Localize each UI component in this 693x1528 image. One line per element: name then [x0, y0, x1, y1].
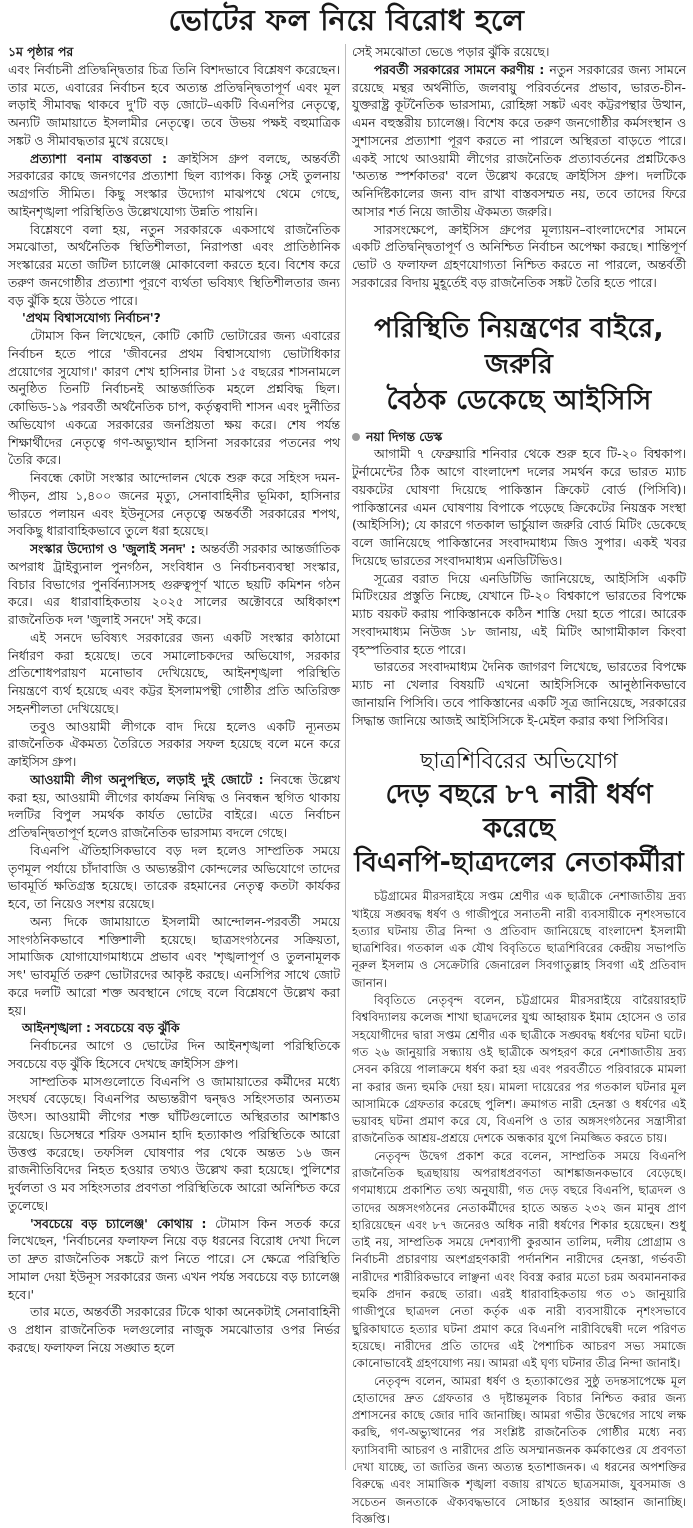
article2-body [352, 446, 686, 730]
paragraph-text: সেই সমঝোতা ভেঙে পড়ার ঝুঁকি রয়েছে। [352, 45, 550, 59]
paragraph [8, 1038, 340, 1074]
article3-headline-line1: দেড় বছরে ৮৭ নারী ধর্ষণ করেছে [385, 779, 653, 845]
paragraph-lead: আওয়ামী লীগ অনুপস্থিত, লড়াই দুই জোটে : [30, 772, 271, 787]
article2-byline [352, 429, 686, 447]
paragraph-text: নিবন্ধে উল্লেখ করা হয়, আওয়ামী লীগের কার্যক্রম নিষিদ্ধ ও নিবন্ধন স্থগিত থাকায় দলটির বিপুল সমর্থক কার্যত ভোটের বাইরে। এতে নির্বাচন প্রতিদ্বন্দ্বিতাপূর্ণ হলেও রাজনৈতিক ভারসাম্য বদলে গেছে। [8, 772, 341, 840]
article2-headline-line1: পরিস্থিতি নিয়ন্ত্রণের বাইরে, জরুরি [374, 312, 664, 380]
paragraph [8, 1304, 340, 1357]
paragraph-text: চট্টগ্রামের মীরসরাইয়ে সপ্তম শ্রেণীর এক ছাত্রীকে নেশাজাতীয় দ্রব্য খাইয়ে সঙ্ঘবদ্ধ ধর্ষণ ও গাজীপুরে সনাতনী নারী ব্যবসায়ীকে নৃশংসভাবে হত্যার ঘটনায় তীব্র নিন্দা ও প্রতিবাদ জানিয়েছে বাংলাদেশ ইসলামী ছাত্রশিবির। গতকাল এক যৌথ বিবৃতিতে ছাত্রশিবিরের কেন্দ্রীয় সভাপতি নূরুল ইসলাম ও সেক্রেটারি জেনারেল সিবগাতুল্লাহ সিবগা এই প্রতিবাদ জানান। [352, 889, 686, 990]
paragraph [8, 772, 340, 843]
paragraph [8, 470, 340, 541]
paragraph [352, 1148, 686, 1373]
paragraph [352, 44, 686, 62]
paragraph-lead: পরবর্তী সরকারের সামনে করণীয় : [374, 62, 550, 77]
paragraph [352, 659, 686, 730]
paragraph-text: নির্বাচনের আগে ও ভোটের দিন আইনশৃঙ্খলা পরিস্থিতিকে সবচেয়ে বড় ঝুঁকি হিসেবে দেখছে ক্রাইসিস গ্রুপ। [8, 1039, 340, 1071]
paragraph-text: সাম্প্রতিক মাসগুলোতে বিএনপি ও জামায়াতের কর্মীদের মধ্যে সংঘর্ষ বেড়েছে। বিএনপির অভ্যন্তরীণ দ্বন্দ্বও সহিংসতার অন্যতম উৎস। আওয়ামী লীগের শক্ত ঘাঁটিগুলোতে অস্থিরতার আশঙ্কাও রয়েছে। ডিসেম্বরে শরিফ ওসমান হাদি হত্যাকাণ্ড পরিস্থিতিকে আরো উত্তপ্ত করেছে। তফসিল ঘোষণার পর থেকে অন্তত ১৬ জন রাজনীতিবিদের নিহত হওয়ার তথ্যও উল্লেখ করা হয়েছে। পুলিশের দুর্বলতা ও মব সহিংসতার প্রবণতা পরিস্থিতিকে আরো অনিশ্চিত করে তুলেছে। [8, 1074, 340, 1213]
section-subhead [8, 310, 340, 328]
paragraph-text: সারসংক্ষেপে, ক্রাইসিস গ্রুপের মূল্যায়ন–বাংলাদেশের সামনে একটি প্রতিদ্বন্দ্বিতাপূর্ণ ও অনিশ্চিত নির্বাচন অপেক্ষা করছে। শান্তিপূর্ণ ভোট ও ফলাফল গ্রহণযোগ্যতা নিশ্চিত করতে না পারলে, অন্তর্বর্তী সরকারের বিদায় মুহূর্তেই বড় রাজনৈতিক সঙ্কট তৈরি হতে পারে। [352, 222, 686, 290]
paragraph-lead: প্রত্যাশা বনাম বাস্তবতা : [30, 151, 178, 166]
article3-body [352, 888, 686, 1528]
paragraph-text: 'প্রথম বিশ্বাসযোগ্য নির্বাচন'? [22, 311, 161, 326]
paragraph [352, 222, 686, 293]
column-divider [345, 44, 346, 1470]
section-subhead [8, 1020, 340, 1038]
paragraph-text: আগামী ৭ ফেব্রুয়ারি শনিবার থেকে শুরু হবে টি-২০ বিশ্বকাপ। টুর্নামেন্টের ঠিক আগে বাংলাদেশ দলের সমর্থন করে ভারত ম্যাচ বয়কটের ঘোষণা দিয়েছে পাকিস্তান ক্রিকেট বোর্ড (পিসিবি)। পাকিস্তানের এমন ঘোষণায় বিপাকে পড়েছে ক্রিকেটের নিয়ন্ত্রক সংস্থা (আইসিসি); যে কারণে গতকাল ভার্চুয়াল জরুরি বোর্ড মিটিং ডেকেছে বলে জানিয়েছে পাকিস্তানের সংবাদমাধ্যম জিও সুপার। একই খবর দিয়েছে ভারতের সংবাদমাধ্যম এনডিটিভিও। [352, 447, 686, 568]
article3-headline [352, 778, 686, 880]
paragraph [8, 541, 340, 630]
paragraph-text: নিবন্ধে কোটা সংস্কার আন্দোলন থেকে শুরু করে সহিংস দমন-পীড়ন, প্রায় ১,৪০০ জনের মৃত্যু, সেনাবাহিনীর ভূমিকা, হাসিনার ভারতে পলায়ন এবং ইউনূসের নেতৃত্বে অন্তর্বর্তী সরকারের শপথ, সবকিছু ধারাবাহিকভাবে তুলে ধরা হয়েছে। [8, 471, 340, 539]
paragraph-text: টোমাস কিন সতর্ক করে লিখেছেন, 'নির্বাচনের ফলাফল নিয়ে বড় ধরনের বিরোধ দেখা দিলে তা দ্রুত রাজনৈতিক সঙ্কটে রূপ নিতে পারে। সে ক্ষেত্রে পরিস্থিতি সামাল দেয়া ইউনূস সরকারের জন্য এখন পর্যন্ত সবচেয়ে বড় চ্যালেঞ্জ হবে।' [8, 1216, 340, 1302]
paragraph [352, 992, 686, 1148]
paragraph-text: আইনশৃঙ্খলা : সবচেয়ে বড় ঝুঁকি [22, 1021, 180, 1036]
paragraph [8, 630, 340, 719]
paragraph-text: নতুন সরকারের জন্য সামনে রয়েছে মন্থর অর্থনীতি, জলবায়ু পরিবর্তনের প্রভাব, ভারত-চীন-যুক্তরাষ্ট্র কূটনৈতিক ভারসাম্য, রোহিঙ্গা সঙ্কট এবং কট্টরপন্থার উত্থান, এমন বহুস্তরীয় চ্যালেঞ্জ। বিশেষ করে তরুণ জনগোষ্ঠীর কর্মসংস্থান ও সুশাসনের প্রত্যাশা পূরণ করতে না পারলে অস্থিরতা বাড়তে পারে। একই সাথে আওয়ামী লীগের রাজনৈতিক প্রত্যাবর্তনের প্রশ্নটিকেও 'অত্যন্ত স্পর্শকাতর' বলে উল্লেখ করেছে ক্রাইসিস গ্রুপ। দলটিকে অনির্দিষ্টকালের জন্য বাদ রাখা বাস্তবসম্মত নয়, তবে তাদের ফিরে আসার শর্ত নিয়ে জাতীয় ঐকমত্য জরুরি। [352, 62, 686, 219]
paragraph-text: নেতৃবৃন্দ উদ্বেগ প্রকাশ করে বলেন, সাম্প্রতিক সময়ে বিএনপি রাজনৈতিক ছত্রছায়ায় অপরাধপ্রবণতা আশঙ্কাজনকভাবে বেড়েছে। গণমাধ্যমে প্রকাশিত তথ্য অনুযায়ী, গত দেড় বছরে বিএনপি, ছাত্রদল ও তাদের অঙ্গসংগঠনের নেতাকর্মীদের হাতে অন্তত ২৩২ জন মানুষ প্রাণ হারিয়েছেন এবং ৮৭ জনেরও অধিক নারী ধর্ষণের শিকার হয়েছেন। শুধু তাই নয়, সাম্প্রতিক সময়ে দেশব্যাপী কুরআন তালিম, দলীয় প্রোগ্রাম ও নির্বাচনী প্রচারণায় অংশগ্রহণকারী পর্দানশিন নারীদের হেনস্তা, গর্ভবতী নারীদের শারীরিকভাবে লাঞ্ছনা এবং বিবস্ত্র করার মতো চরম অবমাননাকর হুমকি প্রদান করছে তারা। এরই ধারাবাহিকতায় গত ৩১ জানুয়ারি গাজীপুরে ছাত্রদল নেতা কর্তৃক এক নারী ব্যবসায়ীকে নৃশংসভাবে ছুরিকাঘাতে হত্যার ঘটনা প্রমাণ করে বিএনপি নারীবিদ্বেষী দলে পরিণত হয়েছে। নারীদের প্রতি তাদের এই পৈশাচিক আচরণ সভ্য সমাজে কোনোভাবেই গ্রহণযোগ্য নয়। আমরা এই ঘৃণ্য ঘটনার তীব্র নিন্দা জানাই। [352, 1148, 686, 1371]
paragraph-text: সূত্রের বরাত দিয়ে এনডিটিভি জানিয়েছে, আইসিসি একটি মিটিংয়ের প্রস্তুতি নিচ্ছে, যেখানে টি-২০ বিশ্বকাপে ভারতের বিপক্ষে ম্যাচ বয়কট করায় পাকিস্তানকে কঠিন শাস্তি দেয়া হতে পারে। আরেক সংবাদমাধ্যম নিউজ ১৮ জানায়, এই মিটিং আগামীকাল কিংবা বৃহস্পতিবার হতে পারে। [352, 571, 686, 657]
right-column [352, 44, 686, 1526]
paragraph-lead: সংস্কার উদ্যোগ ও 'জুলাই সনদ' : [30, 542, 201, 556]
paragraph-text: টোমাস কিন লিখেছেন, কোটি কোটি ভোটারের জন্য এবারের নির্বাচন হতে পারে 'জীবনের প্রথম বিশ্বাসযোগ্য ভোটাধিকার প্রয়োগের সুযোগ।' কারণ শেখ হাসিনার টানা ১৫ বছরের শাসনামলে অনুষ্ঠিত তিনটি নির্বাচনই আন্তর্জাতিক মহলে প্রশ্নবিদ্ধ ছিল। কোভিড-১৯ পরবর্তী অর্থনৈতিক চাপ, কর্তৃত্ববাদী শাসন এবং দুর্নীতির অভিযোগ একত্রে সরকারের জনপ্রিয়তা ক্ষয় করে। শেষ পর্যন্ত শিক্ষার্থীদের নেতৃত্বে গণ-অভ্যুত্থান হাসিনা সরকারের পতনের পথ তৈরি করে। [8, 329, 340, 468]
article2-headline [352, 311, 686, 419]
paragraph-text: অন্তর্বর্তী সরকার আন্তর্জাতিক অপরাধ ট্রাইব্যুনাল পুনর্গঠন, সংবিধান ও নির্বাচনব্যবস্থা সংস্কার, বিচার বিভাগের পুনর্বিন্যাসসহ গুরুত্বপূর্ণ খাতে ছয়টি কমিশন গঠন করে। এর ধারাবাহিকতায় ২০২৫ সালের অক্টোবরে অধিকাংশ রাজনৈতিক দল 'জুলাই সনদে' সই করে। [8, 542, 340, 627]
paragraph [8, 222, 340, 311]
paragraph [352, 888, 686, 992]
left-column [8, 44, 340, 1472]
article3-headline-line2: বিএনপি-ছাত্রদলের নেতাকর্মীরা [354, 847, 684, 879]
bullet-icon [352, 433, 360, 441]
paragraph [8, 1216, 340, 1305]
paragraph-text: ভারতের সংবাদমাধ্যম দৈনিক জাগরণ লিখেছে, ভারতের বিপক্ষে ম্যাচ না খেলার বিষয়টি এখনো আইসিসিকে আনুষ্ঠানিকভাবে জানায়নি পিসিবি। তবে পাকিস্তানের একটি সূত্র জানিয়েছে, সরকারের সিদ্ধান্ত জানিয়ে আজই আইসিসিকে ই-মেইল করার কথা পিসিবির। [352, 660, 686, 728]
article1-body [8, 62, 340, 1358]
paragraph-text: এবং নির্বাচনী প্রতিদ্বন্দ্বিতার চিত্র তিনি বিশদভাবে বিশ্লেষণ করেছেন। তার মতে, এবারের নির্বাচন হবে অত্যন্ত প্রতিদ্বন্দ্বিতাপূর্ণ এবং মূল লড়াই সীমাবদ্ধ থাকবে দু'টি বড় জোটে–একটি বিএনপির নেতৃত্বে, অন্যটি জামায়াতে ইসলামীর নেতৃত্বে। তবে উভয় পক্ষই বহুমাত্রিক সঙ্কট ও সীমাবদ্ধতার মুখে রয়েছে। [8, 62, 340, 148]
paragraph [8, 151, 340, 222]
paragraph [352, 446, 686, 570]
paragraph-text: বিবৃতিতে নেতৃবৃন্দ বলেন, চট্টগ্রামের মীরসরাইয়ে বারৈয়ারহাট বিশ্ববিদ্যালয় কলেজ শাখা ছাত্রদলের যুগ্ম আহ্বায়ক ইমাম হোসেন ও তার সহযোগীদের দ্বারা সপ্তম শ্রেণীর এক ছাত্রীকে সঙ্ঘবদ্ধ ধর্ষণের ঘটনা ঘটে। গত ২৬ জানুয়ারি সন্ধ্যায় ওই ছাত্রীকে অপহরণ করে নেশাজাতীয় দ্রব্য সেবন করিয়ে পালাক্রমে ধর্ষণ করা হয় এবং পরবর্তীতে পরিবারকে মামলা না করার জন্য হুমকি দেয়া হয়। মামলা দায়েরের পর গতকাল ঘটনার মূল আসামিকে গ্রেফতার করেছে পুলিশ। ক্রমাগত নারী হেনস্তা ও ধর্ষণের এই ভয়াবহ ঘটনা প্রমাণ করে যে, বিএনপি ও তার অঙ্গসংগঠনের সন্ত্রাসীরা রাজনৈতিক আশ্রয়-প্রশ্রয়ে দেশকে অন্ধকার যুগে নিমজ্জিত করতে চায়। [352, 993, 686, 1146]
paragraph-text: নেতৃবৃন্দ বলেন, আমরা ধর্ষণ ও হত্যাকাণ্ডের সুষ্ঠু তদন্তসাপেক্ষে মূল হোতাদের দ্রুত গ্রেফতার ও দৃষ্টান্তমূলক বিচার নিশ্চিত করার জন্য প্রশাসনের কাছে জোর দাবি জানাচ্ছি। আমরা গভীর উদ্বেগের সাথে লক্ষ করছি, গণ-অভ্যুত্থানের পর সংশ্লিষ্ট রাজনৈতিক গোষ্ঠীর মধ্যে নব্য ফ্যাসিবাদী আচরণ ও নারীদের প্রতি অসম্মানজনক কর্মকাণ্ডের যে প্রবণতা দেখা যাচ্ছে, তা জাতির জন্য অত্যন্ত হতাশাজনক। এ ধরনের অপশক্তির বিরুদ্ধে এবং সামাজিক শৃঙ্খলা বজায় রাখতে ছাত্রসমাজ, যুবসমাজ ও সচেতন জনতাকে ঐক্যবদ্ধভাবে সোচ্চার হওয়ার আহ্বান জানাচ্ছি। বিজ্ঞপ্তি। [352, 1373, 686, 1526]
paragraph-text: অন্য দিকে জামায়াতে ইসলামী আন্দোলন-পরবর্তী সময়ে সাংগঠনিকভাবে শক্তিশালী হয়েছে। ছাত্রসংগঠনের সক্রিয়তা, সামাজিক যোগাযোগমাধ্যমে প্রভাব এবং 'শৃঙ্খলাপূর্ণ ও তুলনামূলক সৎ' ভাবমূর্তি তরুণ ভোটারদের আকৃষ্ট করছে। এনসিপির সাথে জোট করে দলটি আরো শক্ত অবস্থানে গেছে বলে বিশ্লেষণে উল্লেখ করা হয়। [8, 914, 340, 1018]
continued-from-page-label: ১ম পৃষ্ঠার পর [8, 45, 74, 59]
article1-continuation [352, 44, 686, 293]
paragraph [8, 719, 340, 772]
paragraph [8, 1074, 340, 1216]
paragraph-text: তার মতে, অন্তর্বর্তী সরকারের টিকে থাকা অনেকটাই সেনাবাহিনী ও প্রধান রাজনৈতিক দলগুলোর নাজুক সমঝোতার ওপর নির্ভর করছে। ফলাফল নিয়ে সঙ্ঘাত হলে [8, 1305, 340, 1355]
paragraph [352, 62, 686, 222]
paragraph-text: ক্রাইসিস গ্রুপ বলছে, অন্তর্বর্তী সরকারের কাছে জনগণের প্রত্যাশা ছিল ব্যাপক। কিন্তু সেই তুলনায় অগ্রগতি সীমিত। কিছু সংস্কার উদ্যোগ মাঝপথে থেমে গেছে, আইনশৃঙ্খলা পরিস্থিতিও উল্লেখযোগ্য উন্নতি পায়নি। [8, 151, 341, 219]
paragraph [8, 328, 340, 470]
paragraph [352, 1373, 686, 1528]
article3-kicker: ছাত্রশিবিরের অভিযোগ [420, 749, 618, 775]
paragraph [352, 571, 686, 660]
paragraph-text: এই সনদে ভবিষ্যৎ সরকারের জন্য একটি সংস্কার কাঠামো নির্ধারণ করা হয়েছে। তবে সমালোচকদের অভিযোগ, সরকার প্রতিশোধপরায়ণ মনোভাব দেখিয়েছে, আইনশৃঙ্খলা পরিস্থিতি নিয়ন্ত্রণে ব্যর্থ হয়েছে এবং কট্টর ইসলামপন্থী গোষ্ঠীর প্রতি অতিরিক্ত সহনশীলতা দেখিয়েছে। [8, 630, 340, 716]
paragraph [8, 843, 340, 914]
paragraph [8, 62, 340, 151]
paragraph-text: বিশ্লেষণে বলা হয়, নতুন সরকারকে একসাথে রাজনৈতিক সমঝোতা, অর্থনৈতিক স্থিতিশীলতা, নিরাপত্তা এবং প্রাতিষ্ঠানিক সংস্কারের মতো জটিল চ্যালেঞ্জ মোকাবেলা করতে হবে। বিশেষ করে তরুণ জনগোষ্ঠীর প্রত্যাশা পূরণে ব্যর্থতা ভবিষ্যৎ স্থিতিশীলতার জন্য বড় ঝুঁকি হয়ে উঠতে পারে। [8, 222, 340, 308]
byline-text: নয়া দিগন্ত ডেস্ক [366, 429, 443, 444]
paragraph-text: তবুও আওয়ামী লীগকে বাদ দিয়ে হলেও একটি ন্যূনতম রাজনৈতিক ঐকমত্য তৈরিতে সরকার সফল হয়েছে বলে মনে করে ক্রাইসিস গ্রুপ। [8, 719, 340, 769]
paragraph-text: বিএনপি ঐতিহাসিকভাবে বড় দল হলেও সাম্প্রতিক সময়ে তৃণমূল পর্যায়ে চাঁদাবাজি ও অভ্যন্তরীণ কোন্দলের অভিযোগে তাদের ভাবমূর্তি ক্ষতিগ্রস্ত হয়েছে। তারেক রহমানের নেতৃত্ব কতটা কার্যকর হবে, তা নিয়েও সংশয় রয়েছে। [8, 843, 340, 911]
main-headline: ভোটের ফল নিয়ে বিরোধ হলে [168, 3, 525, 37]
article2-headline-line2: বৈঠক ডেকেছে আইসিসি [386, 384, 652, 416]
paragraph [8, 914, 340, 1021]
paragraph-lead: 'সবচেয়ে বড় চ্যালেঞ্জ' কোথায় : [30, 1216, 216, 1231]
